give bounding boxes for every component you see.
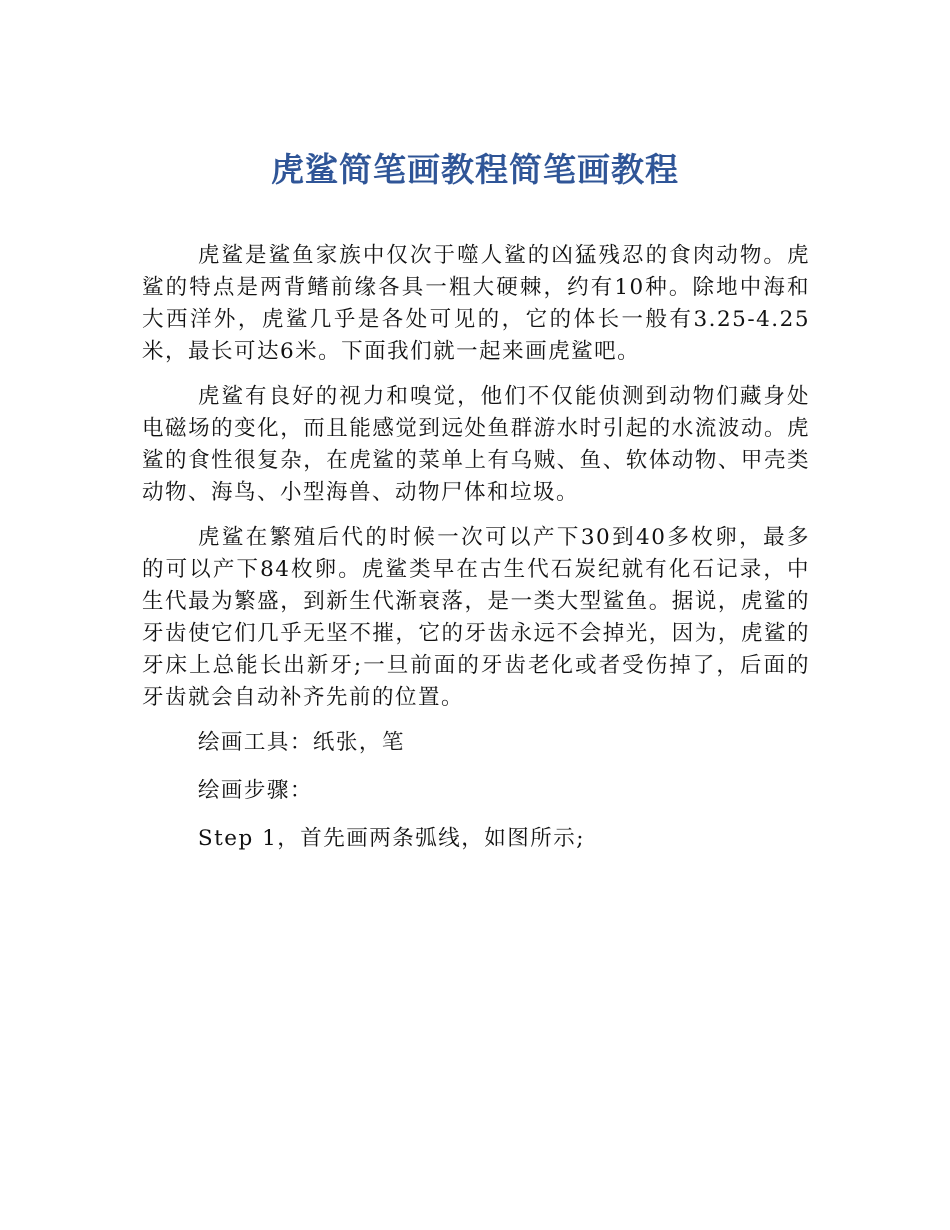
step-1-text: Step 1，首先画两条弧线，如图所示; bbox=[197, 826, 586, 851]
document-body bbox=[142, 240, 810, 871]
document-title: 虎鲨简笔画教程简笔画教程 bbox=[271, 150, 679, 189]
paragraph-senses-diet: 虎鲨有良好的视力和嗅觉，他们不仅能侦测到动物们藏身处电磁场的变化，而且能感觉到远处鱼群游水时引起的水流波动。虎鲨的食性很复杂，在虎鲨的菜单上有乌贼、鱼、软体动物、甲壳类动物、海鸟、小型海兽、动物尸体和垃圾。 bbox=[142, 384, 810, 505]
paragraph-intro: 虎鲨是鲨鱼家族中仅次于噬人鲨的凶猛残忍的食肉动物。虎鲨的特点是两背鳍前缘各具一粗大硬棘，约有10种。除地中海和大西洋外，虎鲨几乎是各处可见的，它的体长一般有3.25-4.25米，最长可达6米。下面我们就一起来画虎鲨吧。 bbox=[142, 243, 810, 364]
paragraph-reproduction-teeth: 虎鲨在繁殖后代的时候一次可以产下30到40多枚卵，最多的可以产下84枚卵。虎鲨类早在古生代石炭纪就有化石记录，中生代最为繁盛，到新生代渐衰落，是一类大型鲨鱼。据说，虎鲨的牙齿使它们几乎无坚不摧，它的牙齿永远不会掉光，因为，虎鲨的牙床上总能长出新牙;一旦前面的牙齿老化或者受伤掉了，后面的牙齿就会自动补齐先前的位置。 bbox=[142, 525, 810, 710]
drawing-steps-heading: 绘画步骤： bbox=[197, 778, 313, 803]
drawing-tools-line: 绘画工具：纸张，笔 bbox=[197, 730, 405, 755]
